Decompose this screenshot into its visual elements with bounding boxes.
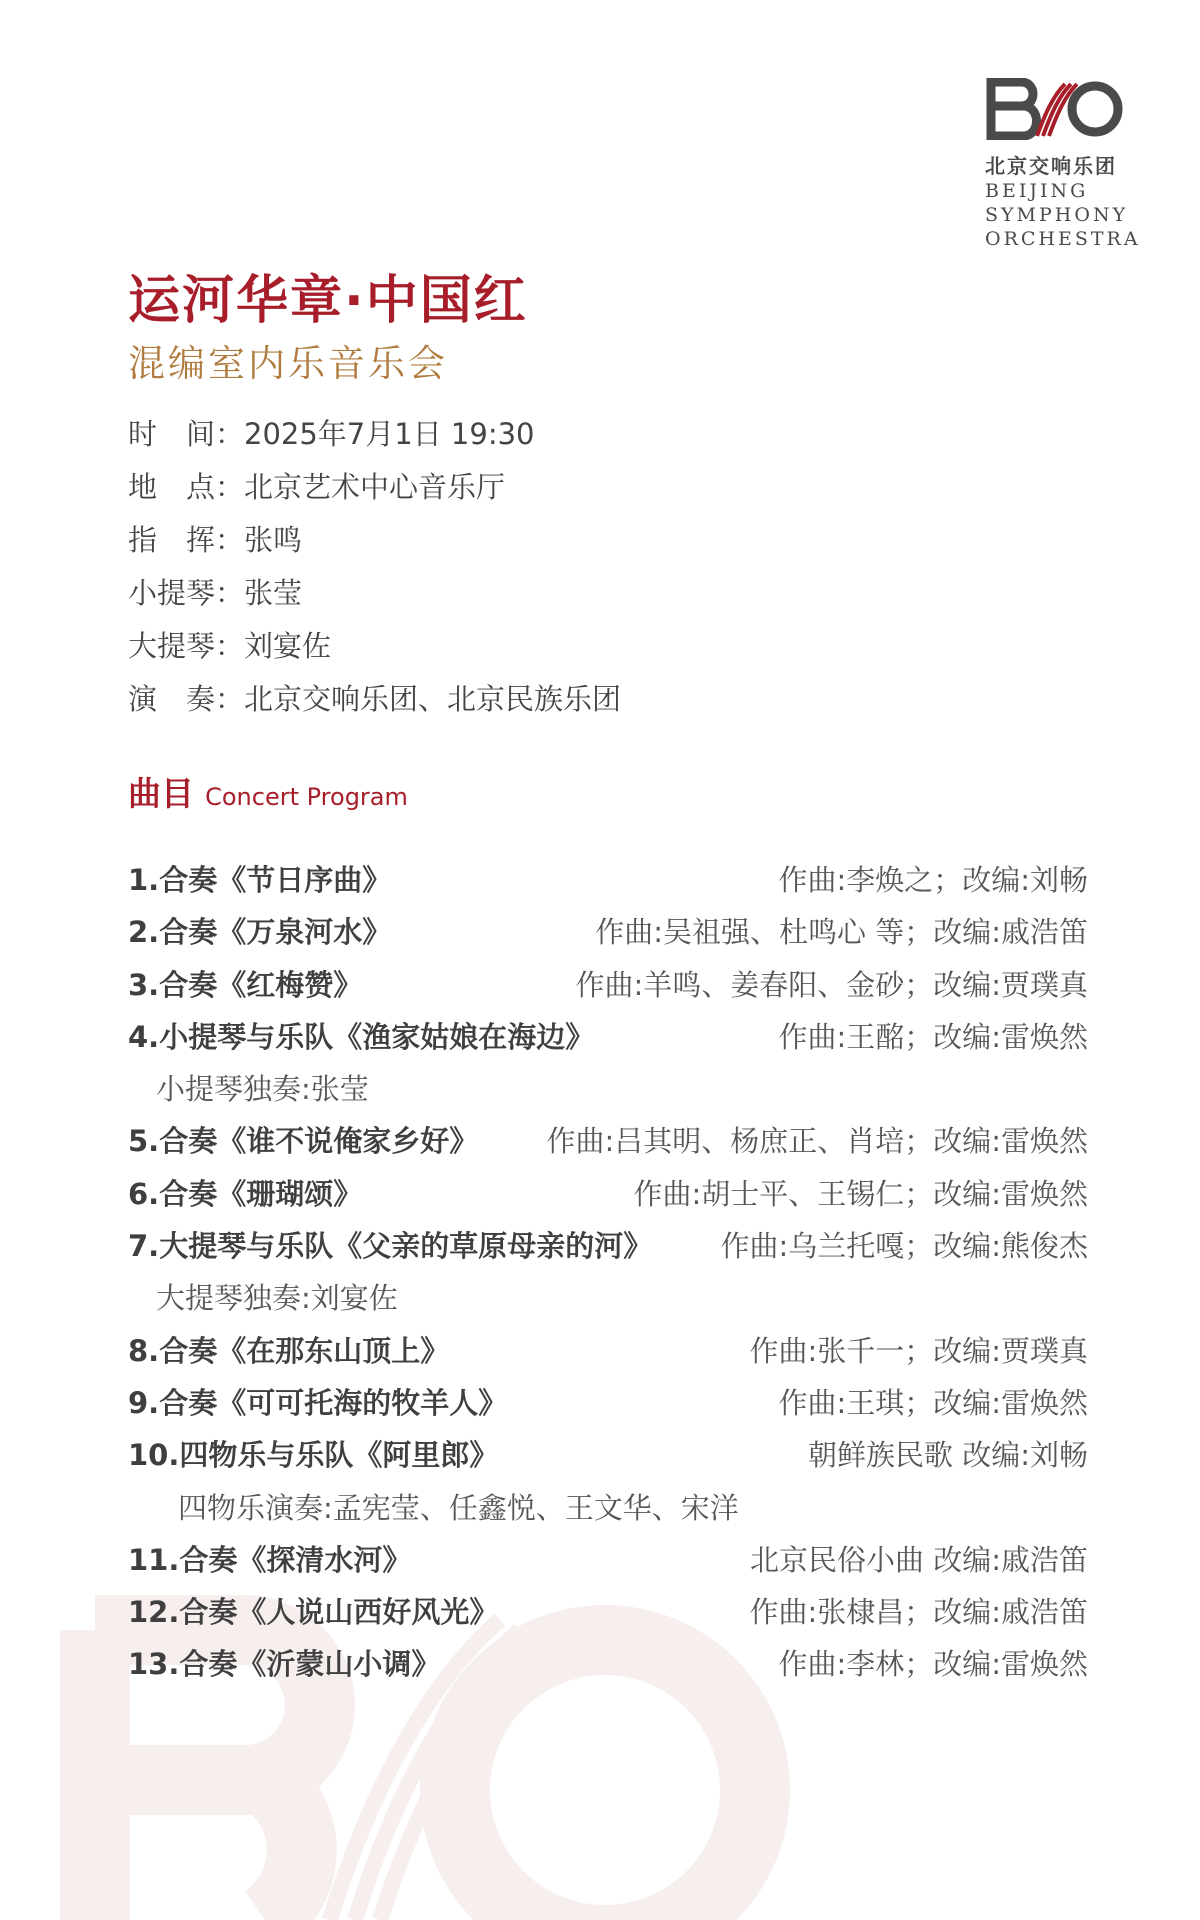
program-soloist: 小提琴独奏:张莹 xyxy=(156,1072,369,1107)
program-piece: 13.合奏《沂蒙山小调》 xyxy=(128,1647,441,1682)
program-item xyxy=(128,858,1088,910)
program-item xyxy=(128,1486,1088,1538)
logo-chinese-name: 北京交响乐团 xyxy=(985,154,1117,178)
program-piece: 1.合奏《节日序曲》 xyxy=(128,863,392,897)
program-piece: 12.合奏《人说山西好风光》 xyxy=(128,1595,499,1630)
info-cello: 大提琴：刘宴佐 xyxy=(128,629,332,663)
info-venue: 地 点：北京艺术中心音乐厅 xyxy=(128,470,506,504)
program-piece: 5.合奏《谁不说俺家乡好》 xyxy=(128,1124,479,1159)
program-item xyxy=(128,963,1088,1015)
program-credit: 作曲:王酩；改编:雷焕然 xyxy=(778,1019,1088,1054)
program-item xyxy=(128,1276,1088,1328)
program-credit: 朝鲜族民歌 改编:刘畅 xyxy=(808,1438,1088,1473)
program-credit: 作曲:李林；改编:雷焕然 xyxy=(778,1647,1088,1682)
program-item xyxy=(128,1067,1088,1119)
program-piece: 9.合奏《可可托海的牧羊人》 xyxy=(128,1385,508,1420)
program-item xyxy=(128,1172,1088,1224)
logo-english-line: BEIJING xyxy=(985,180,1089,202)
program-credit: 作曲:张棣昌；改编:戚浩笛 xyxy=(749,1595,1088,1630)
program-item xyxy=(128,1119,1088,1171)
info-violin: 小提琴：张莹 xyxy=(128,576,303,610)
logo-english-line: SYMPHONY xyxy=(985,204,1129,226)
info-conductor: 指 挥：张鸣 xyxy=(128,523,303,557)
program-piece: 6.合奏《珊瑚颂》 xyxy=(128,1176,363,1211)
logo-english-line: ORCHESTRA xyxy=(985,228,1141,250)
bso-logo-mark xyxy=(985,78,1125,140)
program-item xyxy=(128,1224,1088,1276)
program-piece: 2.合奏《万泉河水》 xyxy=(128,915,392,950)
info-time: 时 间：2025年7月1日 19:30 xyxy=(128,417,535,451)
program-piece: 10.四物乐与乐队《阿里郎》 xyxy=(128,1438,499,1473)
program-credit: 作曲:李焕之；改编:刘畅 xyxy=(778,863,1088,897)
bso-logo xyxy=(985,78,1145,251)
program-piece: 7.大提琴与乐队《父亲的草原母亲的河》 xyxy=(128,1229,653,1264)
program-credit: 作曲:胡士平、王锡仁；改编:雷焕然 xyxy=(633,1176,1088,1211)
program-item xyxy=(128,1381,1088,1433)
program-item xyxy=(128,1015,1088,1067)
concert-info xyxy=(128,412,621,730)
concert-title: 运河华章·中国红 xyxy=(128,271,528,331)
program-credit: 作曲:王琪；改编:雷焕然 xyxy=(778,1385,1088,1420)
program-credit: 作曲:乌兰托嘎；改编:熊俊杰 xyxy=(720,1229,1088,1264)
program-heading xyxy=(128,768,408,815)
program-item xyxy=(128,910,1088,962)
program-piece: 11.合奏《探清水河》 xyxy=(128,1542,412,1577)
program-piece: 3.合奏《红梅赞》 xyxy=(128,967,363,1002)
program-credit: 作曲:吕其明、杨庶正、肖培；改编:雷焕然 xyxy=(546,1124,1088,1159)
program-list xyxy=(128,858,1088,1695)
program-item xyxy=(128,1642,1088,1694)
program-heading-cn: 曲目 xyxy=(128,774,194,813)
concert-subtitle: 混编室内乐音乐会 xyxy=(128,342,448,385)
program-credit: 作曲:羊鸣、姜春阳、金砂；改编:贾璞真 xyxy=(575,967,1088,1002)
program-soloist: 四物乐演奏:孟宪莹、任鑫悦、王文华、宋洋 xyxy=(178,1490,739,1525)
program-piece: 4.小提琴与乐队《渔家姑娘在海边》 xyxy=(128,1019,595,1054)
program-credit: 作曲:张千一；改编:贾璞真 xyxy=(749,1333,1088,1368)
program-item xyxy=(128,1329,1088,1381)
program-heading-en: Concert Program xyxy=(205,783,408,811)
program-item xyxy=(128,1433,1088,1485)
program-credit: 北京民俗小曲 改编:戚浩笛 xyxy=(750,1542,1088,1577)
program-piece: 8.合奏《在那东山顶上》 xyxy=(128,1333,450,1368)
program-soloist: 大提琴独奏:刘宴佐 xyxy=(156,1281,398,1316)
program-item xyxy=(128,1538,1088,1590)
program-credit: 作曲:吴祖强、杜鸣心 等；改编:戚浩笛 xyxy=(595,915,1088,950)
info-performers: 演 奏：北京交响乐团、北京民族乐团 xyxy=(128,682,622,716)
program-item xyxy=(128,1590,1088,1642)
